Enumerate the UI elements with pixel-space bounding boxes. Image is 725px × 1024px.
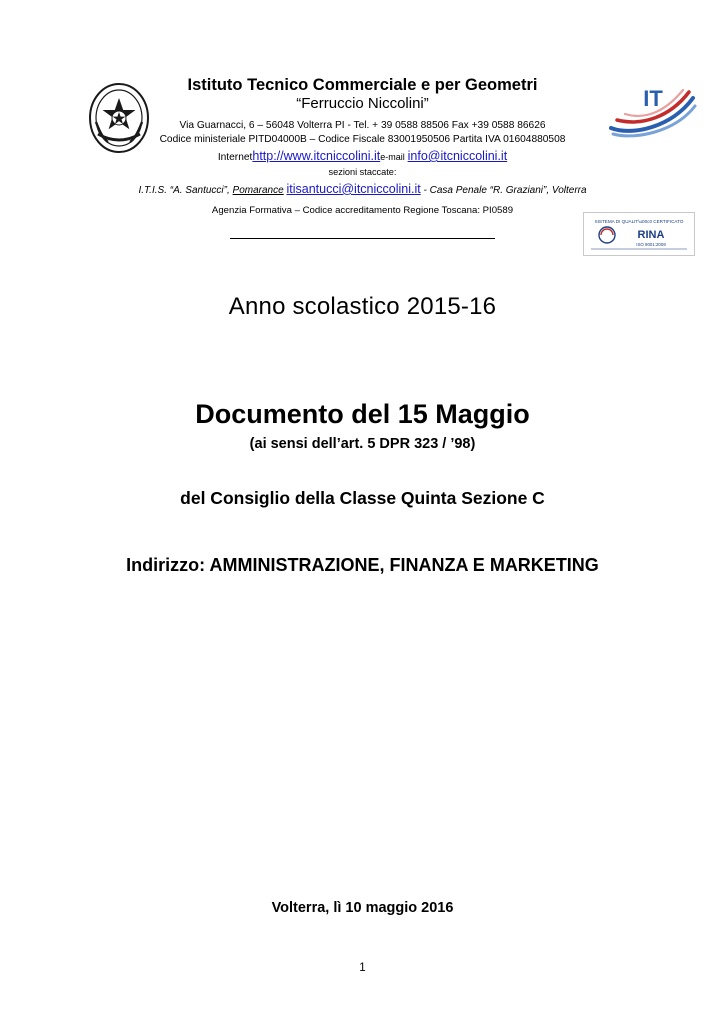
rina-text: RINA — [637, 229, 665, 241]
school-address-line2: Codice ministeriale PITD04000B – Codice Fiscale 83001950506 Partita IVA 01604880508 — [159, 133, 566, 145]
consiglio-classe: del Consiglio della Classe Quinta Sezione C — [180, 487, 545, 508]
school-website-link[interactable]: http://www.itcniccolini.it — [252, 148, 381, 163]
itis-email-link[interactable]: itisantucci@itcniccolini.it — [286, 181, 421, 196]
staccate-suffix: - Casa Penale “R. Graziani”, Volterra — [420, 184, 587, 196]
it-logo-icon — [607, 80, 697, 142]
luogo-data: Volterra, lì 10 maggio 2016 — [271, 900, 454, 916]
email-label: e-mail — [380, 151, 405, 162]
staccate-pomarance: Pomarance — [232, 184, 284, 196]
rina-top-text: SISTEMA DI QUALIT\u00c0 CERTIFICATO — [594, 219, 684, 224]
document-header — [0, 0, 725, 247]
republic-emblem-icon — [88, 82, 150, 154]
internet-label: Internet — [217, 151, 253, 163]
staccate-prefix: I.T.I.S. “A. Santucci”, — [138, 184, 233, 196]
sezioni-staccate-line — [0, 181, 725, 197]
school-email-link[interactable]: info@itcniccolini.it — [407, 148, 508, 163]
school-subtitle: “Ferruccio Niccolini” — [296, 95, 429, 113]
header-divider — [230, 238, 495, 239]
school-address-line1: Via Guarnacci, 6 – 56048 Volterra PI - Tel. + 39 0588 88506 Fax +39 0588 86626 — [179, 120, 546, 132]
indirizzo-line — [0, 555, 725, 576]
rina-sub-text: ISO 9001:2008 — [636, 242, 666, 247]
document-title: Documento del 15 Maggio — [195, 398, 530, 429]
anno-scolastico: Anno scolastico 2015-16 — [228, 292, 497, 320]
sezioni-staccate-label: sezioni staccate: — [328, 166, 397, 177]
page-number: 1 — [359, 962, 366, 974]
it-logo-text: IT — [643, 86, 663, 111]
document-subtitle: (ai sensi dell’art. 5 DPR 323 / ’98) — [249, 435, 476, 452]
agenzia-formativa-line: Agenzia Formativa – Codice accreditamento Regione Toscana: PI0589 — [211, 204, 514, 216]
indirizzo-value: AMMINISTRAZIONE, FINANZA E MARKETING — [209, 554, 599, 575]
indirizzo-label: Indirizzo: — [126, 554, 210, 575]
rina-certification-logo — [583, 212, 695, 256]
school-name: Istituto Tecnico Commerciale e per Geometri — [187, 76, 538, 94]
